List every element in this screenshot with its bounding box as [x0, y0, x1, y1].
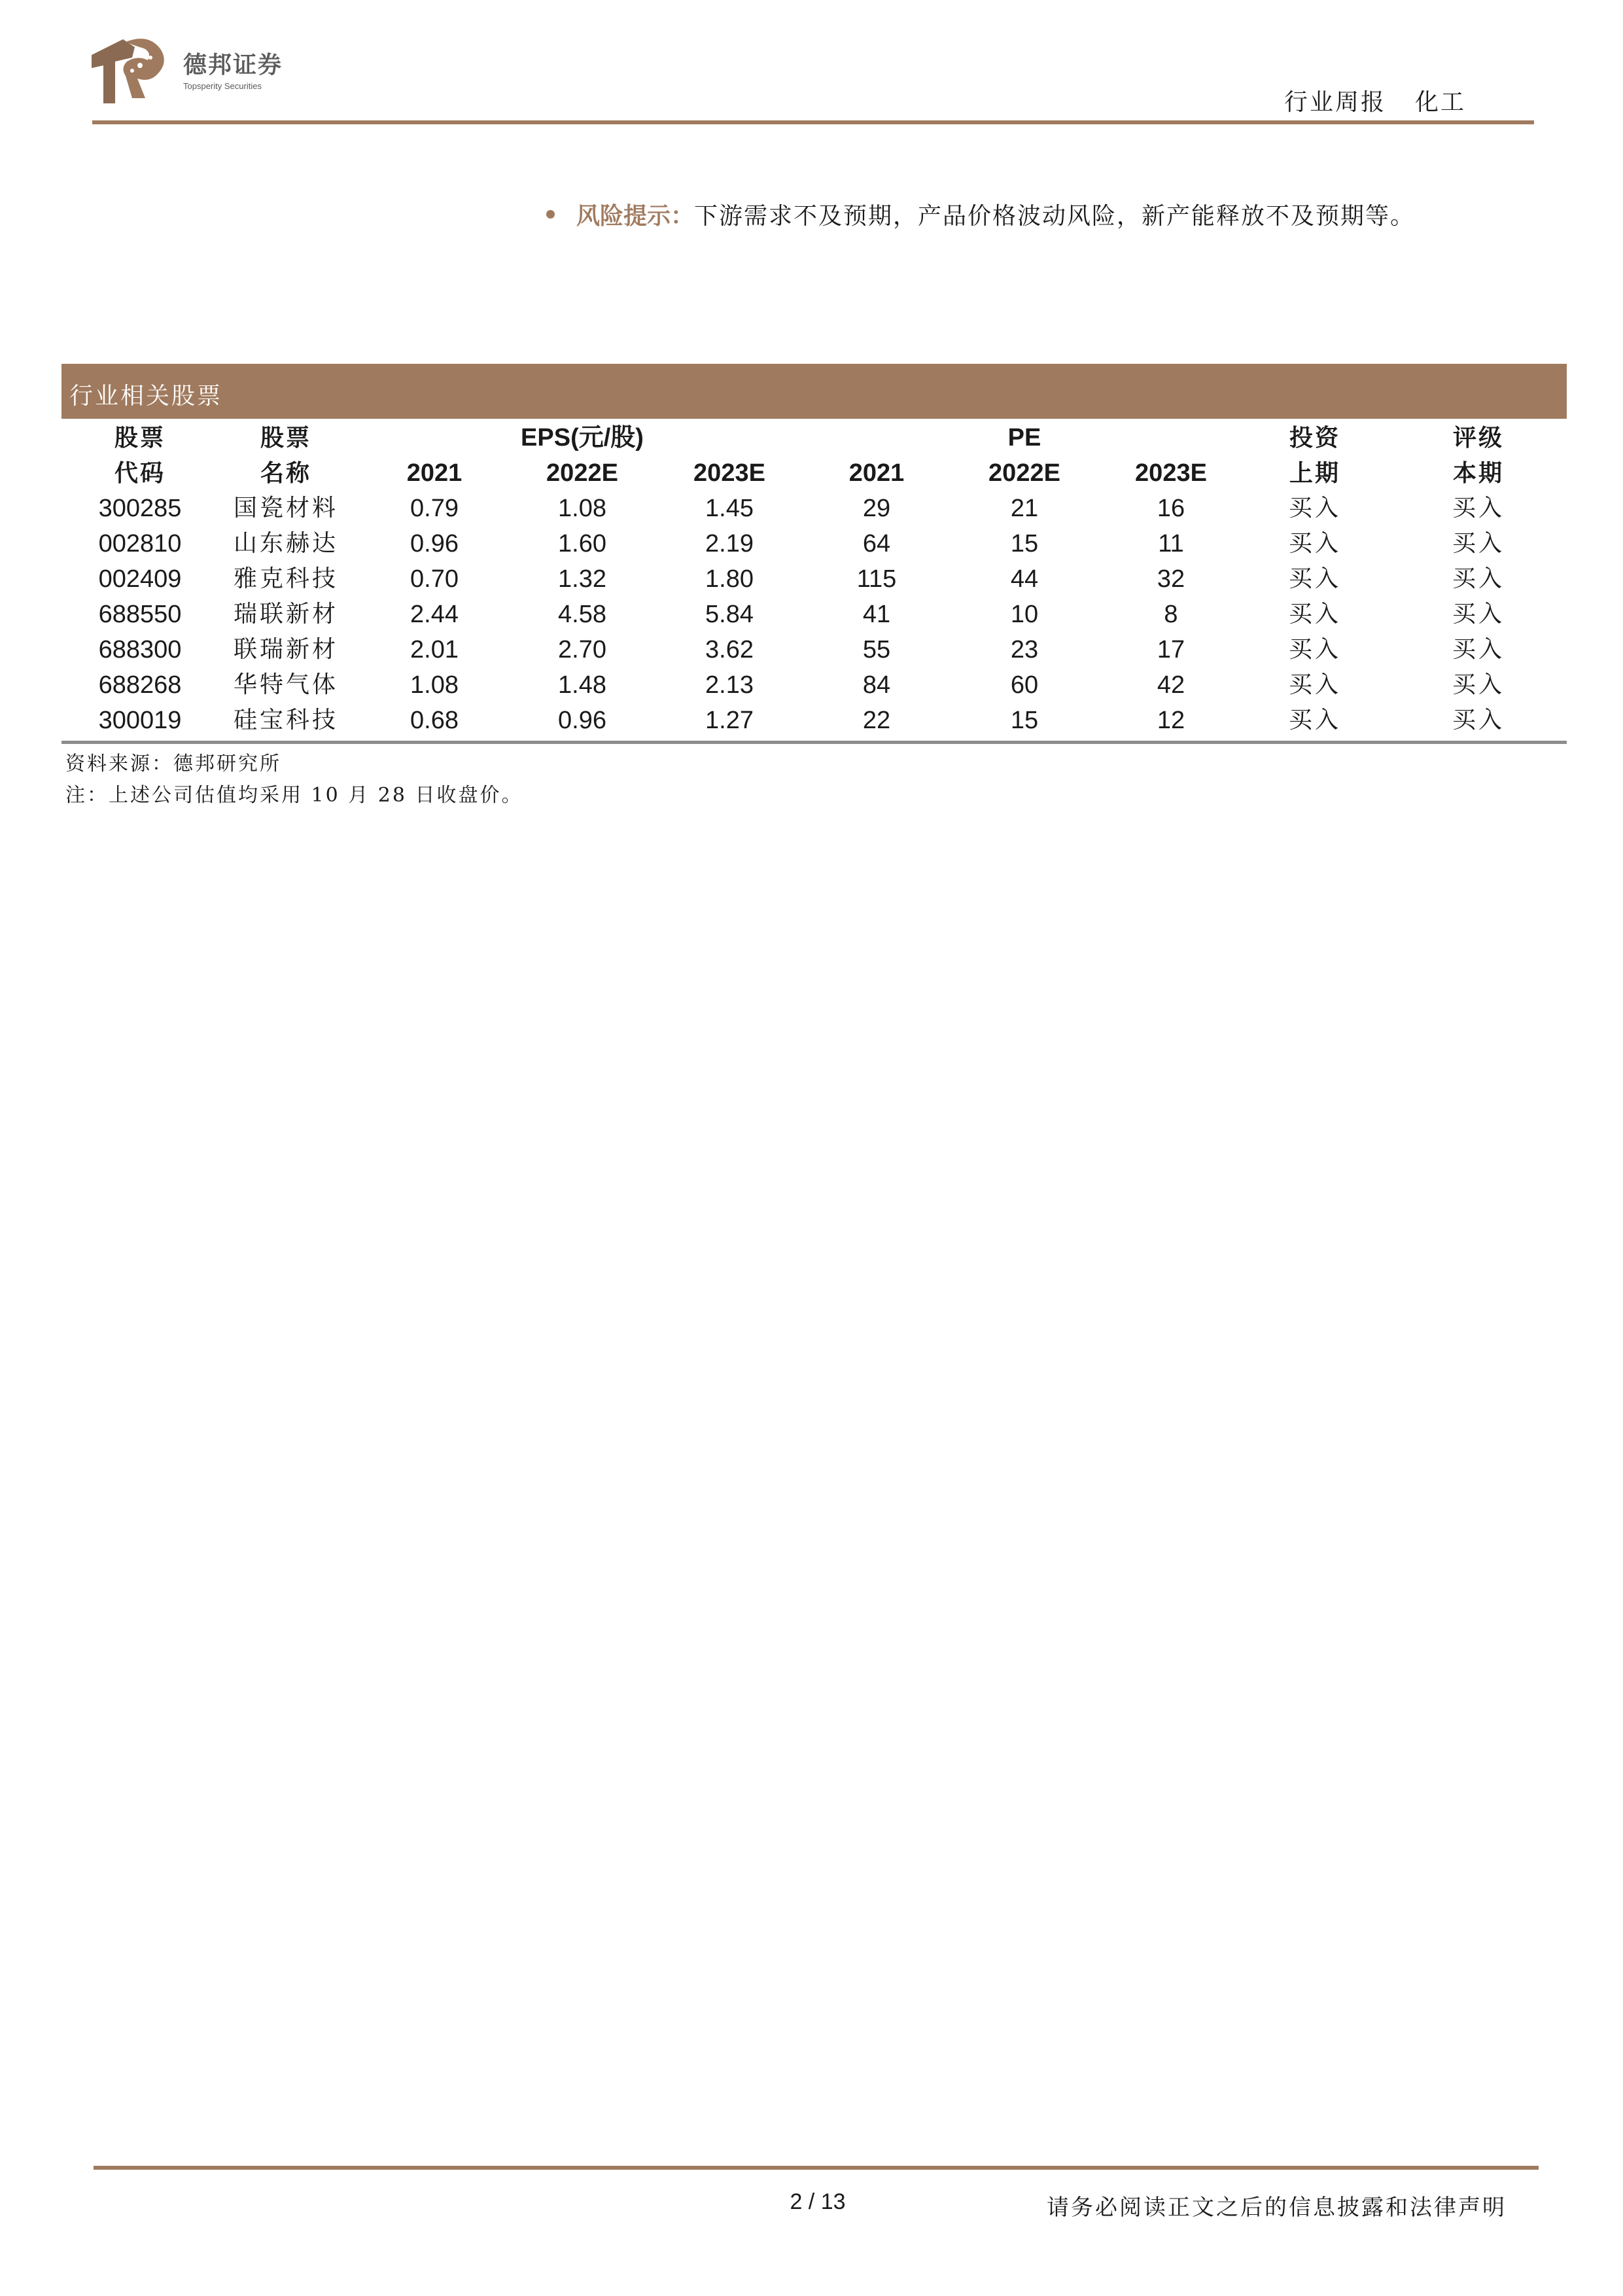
- page-number: 2 / 13: [790, 2189, 846, 2214]
- leopard-logo-icon: [89, 35, 171, 107]
- cell-pe-2021: 22: [862, 707, 891, 734]
- cell-rating-curr: 买入: [1452, 671, 1505, 698]
- cell-pe-2022e: 21: [1010, 495, 1039, 522]
- industry-name: 化工: [1414, 89, 1466, 116]
- cell-rating-curr: 买入: [1452, 707, 1505, 733]
- cell-eps-2021: 2.44: [410, 601, 459, 628]
- logo-chinese-name: 德邦证券: [183, 51, 283, 79]
- header-pe-2022e: 2022E: [988, 459, 1060, 487]
- cell-pe-2021: 115: [856, 565, 897, 593]
- cell-pe-2022e: 23: [1010, 636, 1039, 663]
- cell-rating-prev: 买入: [1288, 601, 1341, 627]
- header-eps-group: EPS(元/股): [521, 424, 644, 451]
- table-title: 行业相关股票: [69, 383, 223, 410]
- header-rating-curr-top: 评级: [1452, 424, 1504, 451]
- cell-pe-2021: 55: [862, 636, 891, 663]
- cell-eps-2022e: 1.60: [558, 530, 606, 557]
- cell-rating-prev: 买入: [1288, 636, 1341, 663]
- cell-eps-2023e: 5.84: [705, 601, 754, 628]
- cell-pe-2021: 29: [862, 495, 891, 522]
- cell-eps-2022e: 2.70: [558, 636, 606, 663]
- cell-eps-2022e: 1.48: [558, 671, 606, 699]
- cell-pe-2021: 84: [862, 671, 891, 699]
- cell-name: 山东赫达: [233, 530, 338, 557]
- header-pe-2023e: 2023E: [1135, 459, 1207, 487]
- table-title-bar: [61, 364, 1567, 419]
- cell-rating-prev: 买入: [1288, 565, 1341, 592]
- cell-eps-2023e: 1.27: [705, 707, 754, 734]
- header-rating-prev-bottom: 上期: [1289, 459, 1340, 487]
- cell-code: 688300: [98, 636, 182, 663]
- cell-pe-2023e: 32: [1157, 565, 1185, 593]
- bullet-icon: [546, 210, 555, 219]
- header-pe-2021: 2021: [848, 459, 905, 487]
- table-source: 资料来源：德邦研究所: [65, 752, 281, 775]
- cell-pe-2022e: 60: [1010, 671, 1039, 699]
- header-code-bottom: 代码: [114, 459, 166, 487]
- cell-eps-2021: 2.01: [410, 636, 459, 663]
- cell-eps-2021: 1.08: [410, 671, 459, 699]
- header-code-top: 股票: [114, 424, 166, 451]
- footer-divider: [94, 2166, 1539, 2170]
- cell-pe-2023e: 12: [1157, 707, 1185, 734]
- cell-pe-2021: 41: [862, 601, 891, 628]
- cell-code: 002810: [98, 530, 182, 557]
- cell-name: 华特气体: [233, 671, 338, 698]
- header-eps-2023e: 2023E: [693, 459, 765, 487]
- cell-pe-2023e: 16: [1157, 495, 1185, 522]
- cell-eps-2022e: 0.96: [558, 707, 606, 734]
- header-eps-2022e: 2022E: [546, 459, 618, 487]
- cell-eps-2022e: 4.58: [558, 601, 606, 628]
- cell-pe-2021: 64: [862, 530, 891, 557]
- risk-notice: [546, 198, 1415, 231]
- cell-rating-prev: 买入: [1288, 671, 1341, 698]
- cell-eps-2021: 0.96: [410, 530, 459, 557]
- cell-eps-2023e: 1.80: [705, 565, 754, 593]
- cell-eps-2022e: 1.32: [558, 565, 606, 593]
- header-rating-curr-bottom: 本期: [1452, 459, 1504, 487]
- risk-label: 风险提示：: [576, 202, 695, 230]
- cell-code: 688268: [98, 671, 182, 699]
- cell-pe-2022e: 15: [1010, 530, 1039, 557]
- logo-english-name: Topsperity Securities: [183, 80, 262, 91]
- cell-code: 300019: [98, 707, 182, 734]
- cell-eps-2021: 0.70: [410, 565, 459, 593]
- header-divider: [92, 120, 1534, 124]
- cell-eps-2023e: 2.19: [705, 530, 754, 557]
- table-note: 注：上述公司估值均采用 10 月 28 日收盘价。: [65, 784, 523, 807]
- cell-pe-2023e: 8: [1164, 601, 1178, 628]
- risk-text: 下游需求不及预期，产品价格波动风险，新产能释放不及预期等。: [694, 203, 1416, 230]
- header-name-bottom: 名称: [260, 459, 311, 487]
- cell-name: 联瑞新材: [233, 636, 338, 663]
- cell-pe-2023e: 11: [1158, 530, 1184, 557]
- cell-rating-prev: 买入: [1288, 495, 1341, 521]
- cell-name: 硅宝科技: [233, 707, 338, 733]
- header-pe-group: PE: [1007, 424, 1041, 451]
- cell-eps-2023e: 3.62: [705, 636, 754, 663]
- cell-pe-2023e: 17: [1157, 636, 1185, 663]
- cell-name: 雅克科技: [233, 565, 338, 592]
- cell-name: 国瓷材料: [233, 495, 338, 521]
- table-bottom-rule: [61, 741, 1567, 744]
- cell-pe-2022e: 15: [1010, 707, 1039, 734]
- cell-eps-2021: 0.79: [410, 495, 459, 522]
- header-eps-2021: 2021: [406, 459, 462, 487]
- cell-rating-curr: 买入: [1452, 636, 1505, 663]
- cell-rating-prev: 买入: [1288, 707, 1341, 733]
- cell-eps-2023e: 1.45: [705, 495, 754, 522]
- report-type-label: [1284, 84, 1466, 117]
- cell-pe-2022e: 10: [1010, 601, 1039, 628]
- cell-name: 瑞联新材: [233, 601, 338, 627]
- cell-code: 002409: [98, 565, 182, 593]
- header-name-top: 股票: [260, 424, 311, 451]
- cell-pe-2023e: 42: [1157, 671, 1185, 699]
- cell-eps-2023e: 2.13: [705, 671, 754, 699]
- cell-rating-curr: 买入: [1452, 565, 1505, 592]
- header-rating-prev-top: 投资: [1289, 424, 1340, 451]
- cell-eps-2021: 0.68: [410, 707, 459, 734]
- footer-disclaimer: 请务必阅读正文之后的信息披露和法律声明: [1047, 2195, 1507, 2221]
- cell-code: 300285: [98, 495, 182, 522]
- report-type: 行业周报: [1283, 89, 1386, 116]
- cell-rating-curr: 买入: [1452, 601, 1505, 627]
- company-logo: [89, 35, 283, 107]
- cell-rating-prev: 买入: [1288, 530, 1341, 557]
- cell-rating-curr: 买入: [1452, 530, 1505, 557]
- cell-code: 688550: [98, 601, 182, 628]
- cell-eps-2022e: 1.08: [558, 495, 606, 522]
- cell-rating-curr: 买入: [1452, 495, 1505, 521]
- cell-pe-2022e: 44: [1010, 565, 1039, 593]
